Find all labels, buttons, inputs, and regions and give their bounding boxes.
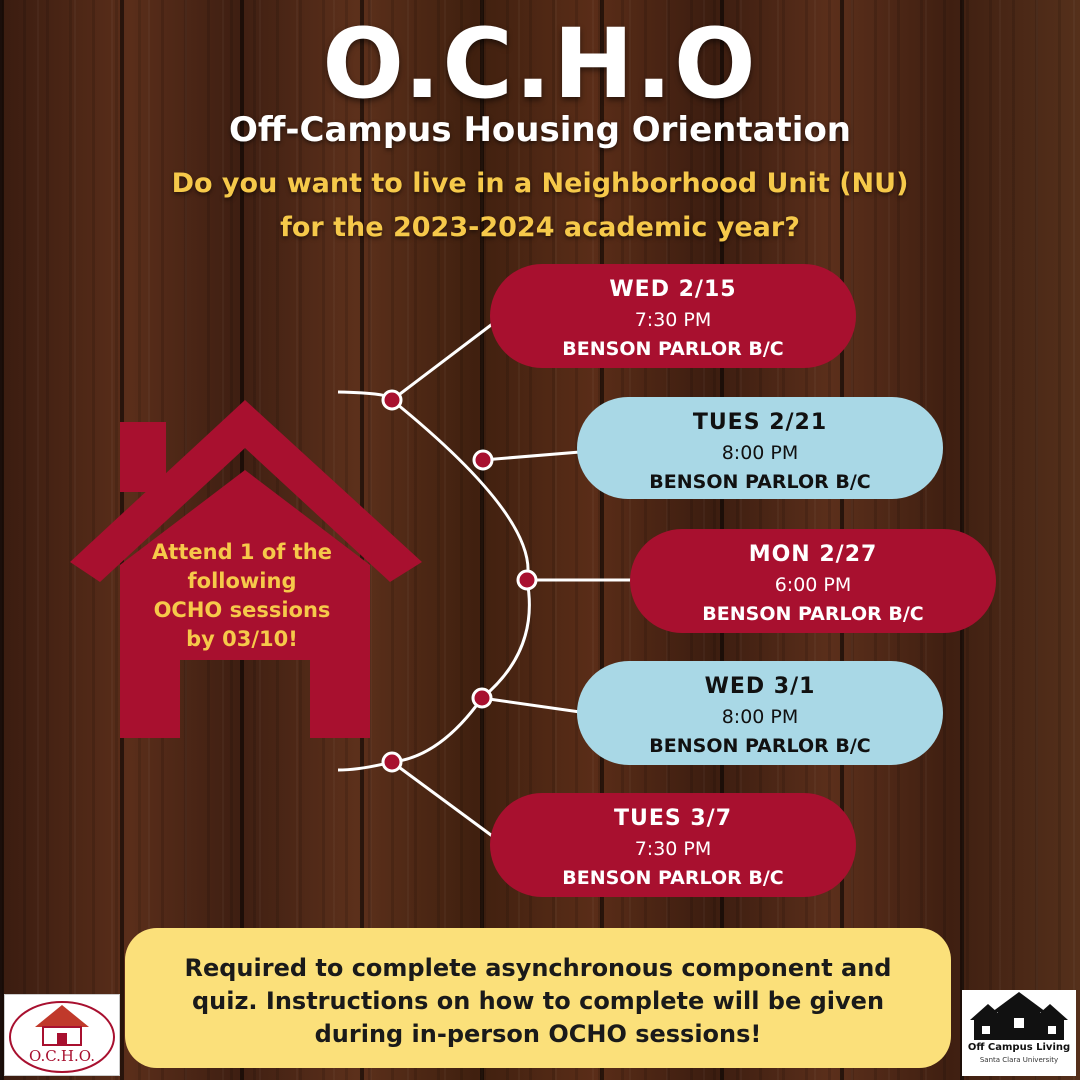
off-campus-living-title: Off Campus Living [967, 1042, 1071, 1053]
session-card-4 [577, 661, 943, 765]
session-location: BENSON PARLOR B/C [562, 867, 784, 889]
session-location: BENSON PARLOR B/C [649, 471, 871, 493]
session-time: 8:00 PM [721, 706, 799, 728]
session-card-2 [577, 397, 943, 499]
session-location: BENSON PARLOR B/C [649, 735, 871, 757]
session-location: BENSON PARLOR B/C [702, 603, 924, 625]
house-message [132, 538, 352, 654]
session-time: 6:00 PM [774, 574, 852, 596]
requirement-notice [125, 928, 951, 1068]
off-campus-living-logo [962, 990, 1076, 1076]
session-time: 8:00 PM [721, 442, 799, 464]
session-card-5 [490, 793, 856, 897]
timeline-node [383, 391, 401, 409]
house-line-1: Attend 1 of the [152, 540, 332, 564]
session-day: TUES 2/21 [692, 410, 828, 435]
off-campus-living-subtitle: Santa Clara University [979, 1056, 1059, 1064]
session-card-1 [490, 264, 856, 368]
page-subtitle: Off-Campus Housing Orientation [228, 110, 852, 150]
page-title: O.C.H.O [322, 8, 758, 120]
house-line-4: by 03/10! [186, 627, 298, 651]
session-time: 7:30 PM [634, 309, 712, 331]
notice-line-3: during in-person OCHO sessions! [314, 1020, 762, 1048]
timeline-node [474, 451, 492, 469]
session-day: TUES 3/7 [613, 806, 733, 831]
session-day: WED 2/15 [609, 277, 737, 302]
question-line-1: Do you want to live in a Neighborhood Unit (NU) [171, 168, 909, 199]
house-line-2: following [187, 569, 297, 593]
house-line-3: OCHO sessions [153, 598, 331, 622]
question-line-2: for the 2023-2024 academic year? [280, 212, 800, 243]
ocho-logo [4, 994, 120, 1076]
notice-line-2: quiz. Instructions on how to complete will be given [191, 987, 885, 1015]
session-card-3 [630, 529, 996, 633]
notice-line-1: Required to complete asynchronous component and [184, 954, 892, 982]
timeline-node [473, 689, 491, 707]
timeline-node [518, 571, 536, 589]
timeline-node [383, 753, 401, 771]
session-location: BENSON PARLOR B/C [562, 338, 784, 360]
session-day: MON 2/27 [748, 542, 878, 567]
session-time: 7:30 PM [634, 838, 712, 860]
ocho-logo-text: O.C.H.O. [29, 1047, 95, 1065]
houses-icon [962, 990, 1076, 1042]
session-day: WED 3/1 [704, 674, 816, 699]
